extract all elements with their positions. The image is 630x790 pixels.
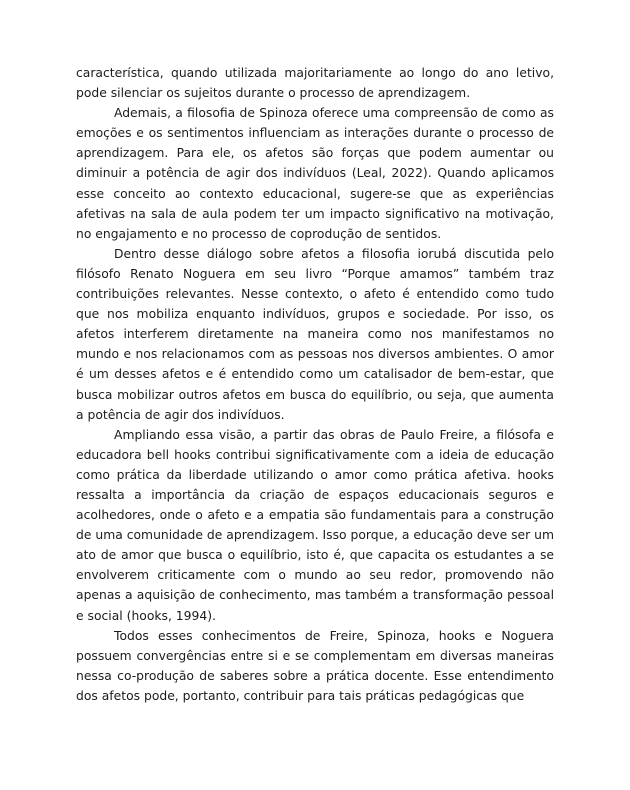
- paragraph-bell-hooks: Ampliando essa visão, a partir das obras de Paulo Freire, a filósofa e educadora bell hooks contribui significativamente com a ideia de educação como prática da liberdade utilizando o amor como prática afetiva. hooks ressalta a importância da criação de espaços educacionais seguros e acolhedores, onde o afeto e a empatia são fundamentais para a construção de uma comunidade de aprendizagem. Isso porque, a educação deve ser um ato de amor que busca o equilíbrio, isto é, que capacita os estudantes a se envolverem criticamente com o mundo ao seu redor, promovendo não apenas a aquisição de conhecimento, mas também a transformação pessoal e social (hooks, 1994).: [76, 427, 554, 623]
- paragraph-noguera: Dentro desse diálogo sobre afetos a filosofia iorubá discutida pelo filósofo Renato Noguera em seu livro “Porque amamos” também traz contribuições relevantes. Nesse contexto, o afeto é entendido como tudo que nos mobiliza enquanto indivíduos, grupos e sociedade. Por isso, os afetos interferem diretamente na maneira como nos manifestamos no mundo e nos relacionamos com as pessoas nos diversos ambientes. O amor é um desses afetos e é entendido como um catalisador de bem-estar, que busca mobilizar outros afetos em busca do equilíbrio, ou seja, que aumenta a potência de agir dos indivíduos.: [76, 246, 554, 422]
- paragraph-convergences: Todos esses conhecimentos de Freire, Spinoza, hooks e Noguera possuem convergências entre si e se complementam em diversas maneiras nessa co-produção de saberes sobre a prática docente. Esse entendimento dos afetos pode, portanto, contribuir para tais práticas pedagógicas que: [76, 628, 554, 703]
- paragraph-continuation: característica, quando utilizada majoritariamente ao longo do ano letivo, pode silenciar os sujeitos durante o processo de aprendizagem.: [76, 66, 554, 101]
- body-text: [76, 63, 554, 706]
- paragraph-spinoza: Ademais, a filosofia de Spinoza oferece uma compreensão de como as emoções e os sentimentos influenciam as interações durante o processo de aprendizagem. Para ele, os afetos são forças que podem aumentar ou diminuir a potência de agir dos indivíduos (Leal, 2022). Quando aplicamos esse conceito ao contexto educacional, sugere-se que as experiências afetivas na sala de aula podem ter um impacto significativo na motivação, no engajamento e no processo de coprodução de sentidos.: [76, 106, 554, 241]
